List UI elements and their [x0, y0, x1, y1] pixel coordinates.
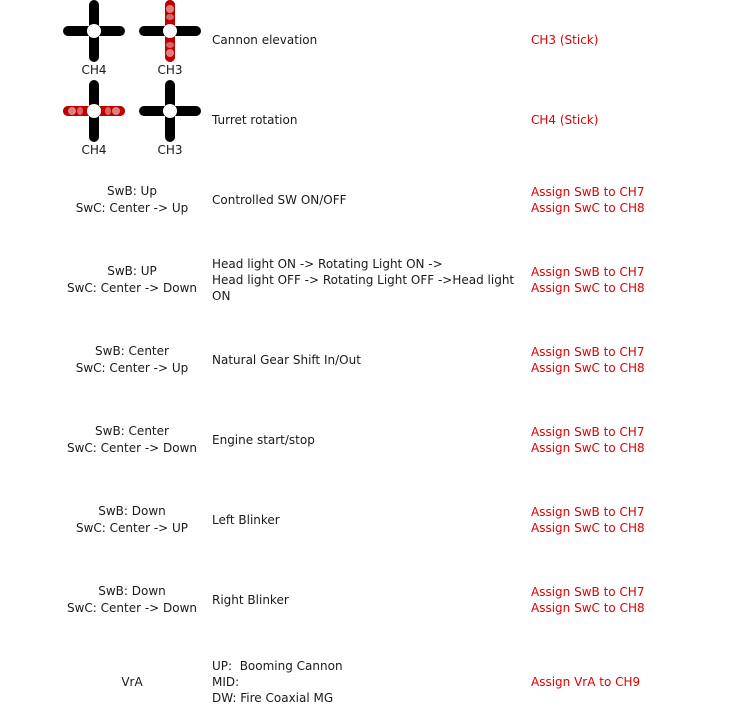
channel-assignment [531, 80, 741, 160]
assignment-line: Assign SwC to CH8 [531, 201, 645, 215]
stick-diagram [62, 0, 126, 62]
table-row [0, 642, 749, 722]
stick-center-dot [163, 104, 177, 118]
function-line: DW: Fire Coaxial MG [212, 691, 334, 705]
function-line: Cannon elevation [212, 33, 318, 47]
assignment-line: Assign VrA to CH9 [531, 675, 641, 689]
stick-vertical-icon [138, 0, 202, 62]
table-row [0, 160, 749, 240]
channel-assignment [531, 160, 741, 240]
switch-position-line: SwB: Center [95, 344, 169, 358]
function-description [212, 560, 522, 640]
stick-center-dot [87, 24, 101, 38]
assignment-line: Assign SwC to CH8 [531, 281, 645, 295]
table-row [0, 80, 749, 160]
assignment-line: Assign SwB to CH7 [531, 185, 645, 199]
switch-position-line: SwC: Center -> Down [66, 441, 198, 455]
channel-assignment [531, 642, 741, 722]
stick-diagram [138, 0, 202, 62]
stick-center-icon [138, 80, 202, 142]
assignment-line: Assign SwB to CH7 [531, 345, 645, 359]
switch-position [52, 400, 212, 480]
function-line: MID: [212, 675, 240, 689]
assignment-line: CH4 (Stick) [531, 113, 599, 127]
function-line: Controlled SW ON/OFF [212, 193, 347, 207]
switch-position-line: SwC: Center -> Down [66, 281, 198, 295]
table-row [0, 560, 749, 640]
switch-position-line: SwB: Down [98, 584, 166, 598]
table-row [0, 0, 749, 80]
function-description [212, 320, 522, 400]
function-description [212, 160, 522, 240]
assignment-line: Assign SwC to CH8 [531, 601, 645, 615]
switch-position-line: SwC: Center -> Up [75, 361, 189, 375]
switch-position-line: SwC: Center -> UP [75, 521, 189, 535]
stick-center-icon [62, 0, 126, 62]
switch-position [52, 560, 212, 640]
function-description [212, 80, 522, 160]
stick-center-dot [163, 24, 177, 38]
function-description [212, 0, 522, 80]
switch-position [52, 160, 212, 240]
stick-horizontal-icon [62, 80, 126, 142]
stick-diagrams [62, 0, 202, 80]
function-description [212, 480, 522, 560]
function-line: ON [212, 289, 231, 303]
stick-diagram [62, 80, 126, 142]
stick-channel-label: CH4 [81, 63, 107, 77]
function-description [212, 642, 522, 722]
switch-position-line: SwB: Up [107, 184, 157, 198]
channel-assignment [531, 0, 741, 80]
stick-diagram [138, 80, 202, 142]
stick-diagrams [62, 80, 202, 160]
function-line: UP: Booming Cannon [212, 659, 343, 673]
assignment-line: Assign SwC to CH8 [531, 521, 645, 535]
function-description [212, 240, 522, 320]
stick-channel-label: CH4 [81, 143, 107, 157]
function-line: Left Blinker [212, 513, 280, 527]
switch-position-line: SwB: UP [107, 264, 157, 278]
assignment-line: CH3 (Stick) [531, 33, 599, 47]
function-description [212, 400, 522, 480]
function-line: Turret rotation [212, 113, 298, 127]
stick-center-dot [87, 104, 101, 118]
assignment-line: Assign SwC to CH8 [531, 361, 645, 375]
channel-assignment [531, 480, 741, 560]
switch-position-line: SwC: Center -> Down [66, 601, 198, 615]
channel-assignment [531, 400, 741, 480]
channel-assignment [531, 240, 741, 320]
function-line: Natural Gear Shift In/Out [212, 353, 361, 367]
assignment-line: Assign SwB to CH7 [531, 585, 645, 599]
function-line: Head light ON -> Rotating Light ON -> [212, 257, 443, 271]
stick-channel-label: CH3 [157, 143, 183, 157]
switch-position [52, 320, 212, 400]
function-line: Head light OFF -> Rotating Light OFF ->Head light [212, 273, 515, 287]
table-row [0, 400, 749, 480]
switch-position [52, 240, 212, 320]
table-row [0, 320, 749, 400]
stick-channel-label: CH3 [157, 63, 183, 77]
switch-position-line: SwB: Down [98, 504, 166, 518]
channel-assignment [531, 560, 741, 640]
switch-position [52, 642, 212, 722]
assignment-line: Assign SwB to CH7 [531, 425, 645, 439]
switch-position [52, 480, 212, 560]
channel-assignment [531, 320, 741, 400]
assignment-line: Assign SwC to CH8 [531, 441, 645, 455]
switch-position-line: SwB: Center [95, 424, 169, 438]
assignment-line: Assign SwB to CH7 [531, 505, 645, 519]
switch-position-line: VrA [121, 674, 143, 689]
table-row [0, 240, 749, 320]
table-row [0, 480, 749, 560]
function-line: Engine start/stop [212, 433, 315, 447]
assignment-line: Assign SwB to CH7 [531, 265, 645, 279]
switch-position-line: SwC: Center -> Up [75, 201, 189, 215]
function-line: Right Blinker [212, 593, 289, 607]
